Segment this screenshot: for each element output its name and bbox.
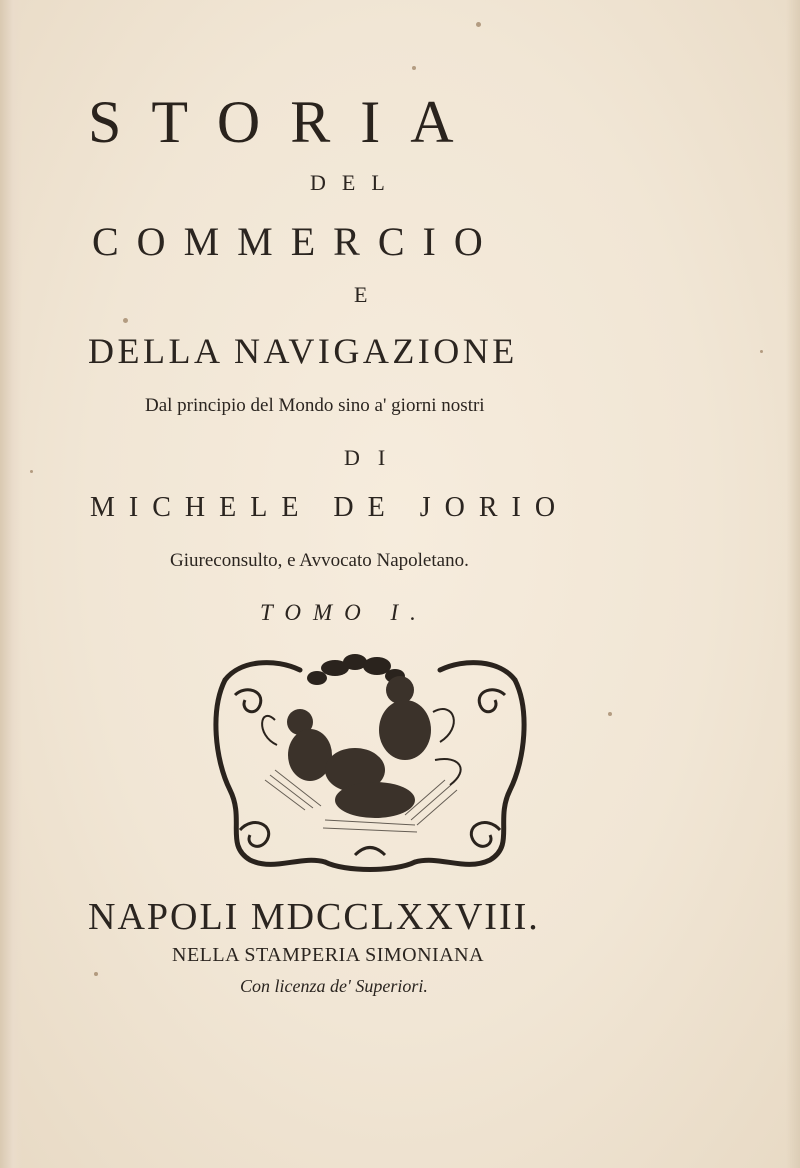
page-right-edge bbox=[786, 0, 800, 1168]
subtitle: Dal principio del Mondo sino a' giorni nostri bbox=[145, 395, 485, 416]
author-title: Giureconsulto, e Avvocato Napoletano. bbox=[170, 550, 469, 571]
foxing-speck bbox=[94, 972, 98, 976]
foxing-speck bbox=[123, 318, 128, 323]
title-del: DEL bbox=[310, 170, 401, 195]
page-left-edge bbox=[0, 0, 22, 1168]
license-line: Con licenza de' Superiori. bbox=[240, 976, 428, 996]
title-commercio: COMMERCIO bbox=[92, 219, 501, 264]
foxing-speck bbox=[608, 712, 612, 716]
foxing-speck bbox=[412, 66, 416, 70]
foxing-speck bbox=[30, 470, 33, 473]
title-storia: STORIA bbox=[88, 89, 484, 155]
volume-number: TOMO I. bbox=[260, 600, 428, 625]
title-navigazione: DELLA NAVIGAZIONE bbox=[88, 331, 518, 371]
woodcut-ornament bbox=[205, 650, 535, 875]
foxing-speck bbox=[476, 22, 481, 27]
foxing-speck bbox=[760, 350, 763, 353]
by-line: DI bbox=[344, 445, 404, 470]
imprint-place-date: NAPOLI MDCCLXXVIII. bbox=[88, 896, 540, 938]
printer-name: NELLA STAMPERIA SIMONIANA bbox=[172, 944, 485, 966]
author-name: MICHELE DE JORIO bbox=[90, 492, 570, 523]
title-conjunction: E bbox=[354, 282, 368, 307]
